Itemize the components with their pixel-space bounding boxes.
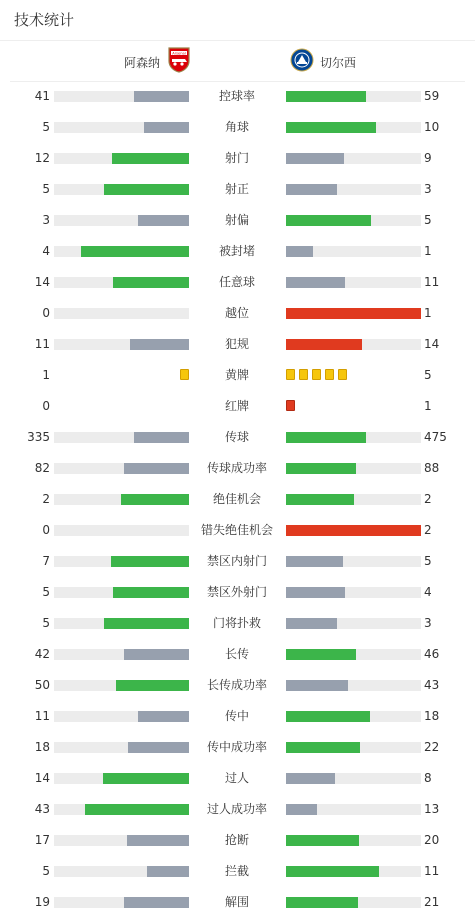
- home-bar-fill: [138, 711, 189, 722]
- home-bar-track: [54, 742, 189, 753]
- home-bar-track: [54, 773, 189, 784]
- away-bar-fill: [286, 432, 366, 443]
- stat-row: [0, 794, 475, 825]
- away-value: 1: [424, 244, 432, 258]
- home-value: 0: [42, 306, 50, 320]
- home-value: 42: [34, 647, 50, 661]
- home-bar-fill: [104, 618, 189, 629]
- stat-label: 错失绝佳机会: [200, 523, 273, 537]
- yellow-card-icon: [338, 369, 347, 380]
- stat-row: [0, 515, 475, 546]
- stat-label: 控球率: [218, 89, 255, 103]
- home-value: 4: [42, 244, 50, 258]
- away-bar-fill: [286, 742, 360, 753]
- stats-list: [0, 81, 475, 918]
- yellow-card-icon: [299, 369, 308, 380]
- home-value: 3: [42, 213, 50, 227]
- stat-row: [0, 205, 475, 236]
- stat-label: 禁区外射门: [206, 585, 267, 599]
- chelsea-crest-icon: [290, 48, 314, 76]
- arsenal-crest-icon: [168, 47, 190, 77]
- yellow-card-icon: [286, 369, 295, 380]
- home-value: 41: [34, 89, 50, 103]
- stat-label: 过人成功率: [206, 802, 267, 816]
- home-bar-fill: [144, 122, 189, 133]
- away-bar-track: [286, 835, 421, 846]
- away-bar-fill: [286, 525, 421, 536]
- home-bar-fill: [147, 866, 189, 877]
- away-value: 59: [424, 89, 440, 103]
- yellow-card-icon: [180, 369, 189, 380]
- stat-row: [0, 763, 475, 794]
- stat-row: [0, 143, 475, 174]
- away-bar-track: [286, 711, 421, 722]
- away-value: 3: [424, 182, 432, 196]
- stat-label: 解围: [224, 895, 249, 909]
- home-value: 11: [34, 337, 50, 351]
- away-bar-fill: [286, 618, 337, 629]
- away-bar-track: [286, 215, 421, 226]
- stat-row: [0, 391, 475, 422]
- title-divider: [0, 40, 475, 41]
- away-team[interactable]: [290, 44, 356, 80]
- home-bar-track: [54, 91, 189, 102]
- home-bar-fill: [134, 91, 189, 102]
- crest-text: Arsenal: [172, 51, 186, 56]
- away-value: 11: [424, 275, 440, 289]
- away-bar-fill: [286, 153, 344, 164]
- home-bar-track: [54, 618, 189, 629]
- stat-row: [0, 298, 475, 329]
- teams-header: [0, 44, 475, 80]
- home-bar-fill: [134, 432, 189, 443]
- away-bar-fill: [286, 773, 335, 784]
- stat-label: 越位: [224, 306, 249, 320]
- home-bar-track: [54, 277, 189, 288]
- home-cards: [180, 369, 189, 382]
- home-bar-track: [54, 432, 189, 443]
- home-value: 19: [34, 895, 50, 909]
- stat-label: 被封堵: [218, 244, 255, 258]
- away-bar-fill: [286, 215, 371, 226]
- away-value: 2: [424, 492, 432, 506]
- stat-label: 黄牌: [224, 368, 249, 382]
- away-value: 10: [424, 120, 440, 134]
- stat-row: [0, 825, 475, 856]
- home-bar-fill: [85, 804, 189, 815]
- away-value: 5: [424, 554, 432, 568]
- away-value: 13: [424, 802, 440, 816]
- home-bar-track: [54, 525, 189, 536]
- home-bar-track: [54, 246, 189, 257]
- home-bar-fill: [124, 649, 189, 660]
- away-bar-fill: [286, 711, 370, 722]
- home-value: 5: [42, 182, 50, 196]
- home-bar-fill: [81, 246, 189, 257]
- away-value: 3: [424, 616, 432, 630]
- stat-label: 传球成功率: [206, 461, 267, 475]
- away-value: 21: [424, 895, 440, 909]
- home-value: 50: [34, 678, 50, 692]
- stat-row: [0, 546, 475, 577]
- away-bar-fill: [286, 649, 356, 660]
- away-bar-track: [286, 308, 421, 319]
- away-bar-track: [286, 91, 421, 102]
- away-value: 18: [424, 709, 440, 723]
- stat-row: [0, 856, 475, 887]
- away-bar-fill: [286, 494, 354, 505]
- home-bar-track: [54, 897, 189, 908]
- away-value: 475: [424, 430, 447, 444]
- stat-label: 红牌: [224, 399, 249, 413]
- away-bar-fill: [286, 587, 345, 598]
- away-bar-track: [286, 339, 421, 350]
- home-bar-fill: [103, 773, 189, 784]
- stat-row: [0, 701, 475, 732]
- home-bar-track: [54, 494, 189, 505]
- away-value: 8: [424, 771, 432, 785]
- away-bar-track: [286, 494, 421, 505]
- home-value: 0: [42, 399, 50, 413]
- stat-label: 射正: [224, 182, 249, 196]
- home-bar-track: [54, 215, 189, 226]
- away-bar-track: [286, 122, 421, 133]
- home-bar-fill: [113, 587, 189, 598]
- yellow-card-icon: [312, 369, 321, 380]
- stat-label: 门将扑救: [212, 616, 261, 630]
- home-value: 17: [34, 833, 50, 847]
- stat-label: 绝佳机会: [212, 492, 261, 506]
- stat-row: [0, 639, 475, 670]
- stat-row: [0, 360, 475, 391]
- home-value: 14: [34, 275, 50, 289]
- away-bar-fill: [286, 91, 366, 102]
- away-bar-track: [286, 246, 421, 257]
- home-value: 1: [42, 368, 50, 382]
- stat-row: [0, 174, 475, 205]
- away-bar-track: [286, 432, 421, 443]
- home-bar-fill: [127, 835, 189, 846]
- home-bar-fill: [121, 494, 189, 505]
- home-bar-fill: [104, 184, 189, 195]
- home-value: 5: [42, 616, 50, 630]
- home-bar-track: [54, 153, 189, 164]
- home-bar-fill: [138, 215, 189, 226]
- away-bar-fill: [286, 122, 376, 133]
- stat-label: 任意球: [218, 275, 255, 289]
- home-value: 5: [42, 120, 50, 134]
- stat-label: 角球: [224, 120, 249, 134]
- home-bar-fill: [112, 153, 189, 164]
- home-bar-track: [54, 680, 189, 691]
- away-value: 1: [424, 306, 432, 320]
- stat-row: [0, 267, 475, 298]
- home-bar-track: [54, 649, 189, 660]
- away-bar-track: [286, 556, 421, 567]
- home-value: 2: [42, 492, 50, 506]
- away-bar-track: [286, 277, 421, 288]
- away-bar-fill: [286, 184, 337, 195]
- away-bar-fill: [286, 339, 362, 350]
- stat-label: 射偏: [224, 213, 249, 227]
- stat-label: 传中: [224, 709, 249, 723]
- stat-row: [0, 236, 475, 267]
- away-bar-fill: [286, 897, 358, 908]
- stat-label: 抢断: [224, 833, 249, 847]
- stat-row: [0, 112, 475, 143]
- home-value: 7: [42, 554, 50, 568]
- away-bar-track: [286, 897, 421, 908]
- home-value: 82: [34, 461, 50, 475]
- away-value: 22: [424, 740, 440, 754]
- away-bar-track: [286, 804, 421, 815]
- home-bar-track: [54, 866, 189, 877]
- stat-row: [0, 422, 475, 453]
- home-bar-track: [54, 711, 189, 722]
- home-bar-track: [54, 184, 189, 195]
- away-cards: [286, 369, 347, 382]
- stat-row: [0, 484, 475, 515]
- home-bar-track: [54, 339, 189, 350]
- away-bar-fill: [286, 866, 379, 877]
- stat-label: 拦截: [224, 864, 249, 878]
- away-value: 14: [424, 337, 440, 351]
- home-value: 0: [42, 523, 50, 537]
- home-value: 335: [27, 430, 50, 444]
- away-value: 2: [424, 523, 432, 537]
- away-bar-track: [286, 649, 421, 660]
- home-bar-track: [54, 587, 189, 598]
- page-title: 技术统计: [14, 11, 75, 29]
- home-value: 43: [34, 802, 50, 816]
- away-bar-fill: [286, 680, 348, 691]
- away-cards: [286, 400, 295, 413]
- away-value: 88: [424, 461, 440, 475]
- home-team-name: 阿森纳: [123, 55, 160, 70]
- stat-row: [0, 577, 475, 608]
- away-bar-track: [286, 618, 421, 629]
- away-value: 4: [424, 585, 432, 599]
- away-value: 11: [424, 864, 440, 878]
- away-bar-track: [286, 587, 421, 598]
- away-value: 5: [424, 368, 432, 382]
- away-bar-track: [286, 742, 421, 753]
- home-bar-track: [54, 308, 189, 319]
- away-value: 1: [424, 399, 432, 413]
- away-bar-fill: [286, 556, 343, 567]
- away-bar-fill: [286, 277, 345, 288]
- home-bar-fill: [124, 897, 189, 908]
- away-bar-fill: [286, 835, 359, 846]
- stat-row: [0, 732, 475, 763]
- stat-label: 禁区内射门: [206, 554, 267, 568]
- stat-label: 过人: [224, 771, 249, 785]
- away-value: 46: [424, 647, 440, 661]
- home-value: 18: [34, 740, 50, 754]
- stat-label: 传中成功率: [206, 740, 267, 754]
- away-bar-track: [286, 525, 421, 536]
- home-bar-track: [54, 463, 189, 474]
- home-bar-fill: [116, 680, 189, 691]
- home-bar-track: [54, 556, 189, 567]
- away-bar-fill: [286, 804, 317, 815]
- away-bar-track: [286, 463, 421, 474]
- home-team[interactable]: [124, 44, 190, 80]
- home-bar-fill: [113, 277, 189, 288]
- stat-row: [0, 453, 475, 484]
- away-bar-track: [286, 153, 421, 164]
- stat-label: 长传: [224, 647, 249, 661]
- away-bar-track: [286, 773, 421, 784]
- home-value: 5: [42, 864, 50, 878]
- away-bar-track: [286, 866, 421, 877]
- stat-row: [0, 329, 475, 360]
- stat-label: 犯规: [224, 337, 249, 351]
- stat-row: [0, 608, 475, 639]
- home-value: 11: [34, 709, 50, 723]
- away-value: 9: [424, 151, 432, 165]
- red-card-icon: [286, 400, 295, 411]
- home-bar-track: [54, 804, 189, 815]
- away-bar-fill: [286, 463, 356, 474]
- home-value: 12: [34, 151, 50, 165]
- home-bar-fill: [130, 339, 189, 350]
- away-team-name: 切尔西: [320, 55, 357, 70]
- stat-label: 传球: [224, 430, 249, 444]
- home-bar-track: [54, 122, 189, 133]
- home-bar-fill: [124, 463, 189, 474]
- home-bar-fill: [111, 556, 189, 567]
- away-bar-track: [286, 680, 421, 691]
- stat-row: [0, 81, 475, 112]
- away-bar-track: [286, 184, 421, 195]
- yellow-card-icon: [325, 369, 334, 380]
- away-bar-fill: [286, 308, 421, 319]
- stat-label: 射门: [224, 151, 249, 165]
- stat-label: 长传成功率: [206, 678, 267, 692]
- home-value: 5: [42, 585, 50, 599]
- home-bar-fill: [128, 742, 189, 753]
- home-bar-track: [54, 835, 189, 846]
- stat-row: [0, 670, 475, 701]
- away-value: 5: [424, 213, 432, 227]
- stat-row: [0, 887, 475, 918]
- away-bar-fill: [286, 246, 313, 257]
- home-value: 14: [34, 771, 50, 785]
- away-value: 43: [424, 678, 440, 692]
- away-value: 20: [424, 833, 440, 847]
